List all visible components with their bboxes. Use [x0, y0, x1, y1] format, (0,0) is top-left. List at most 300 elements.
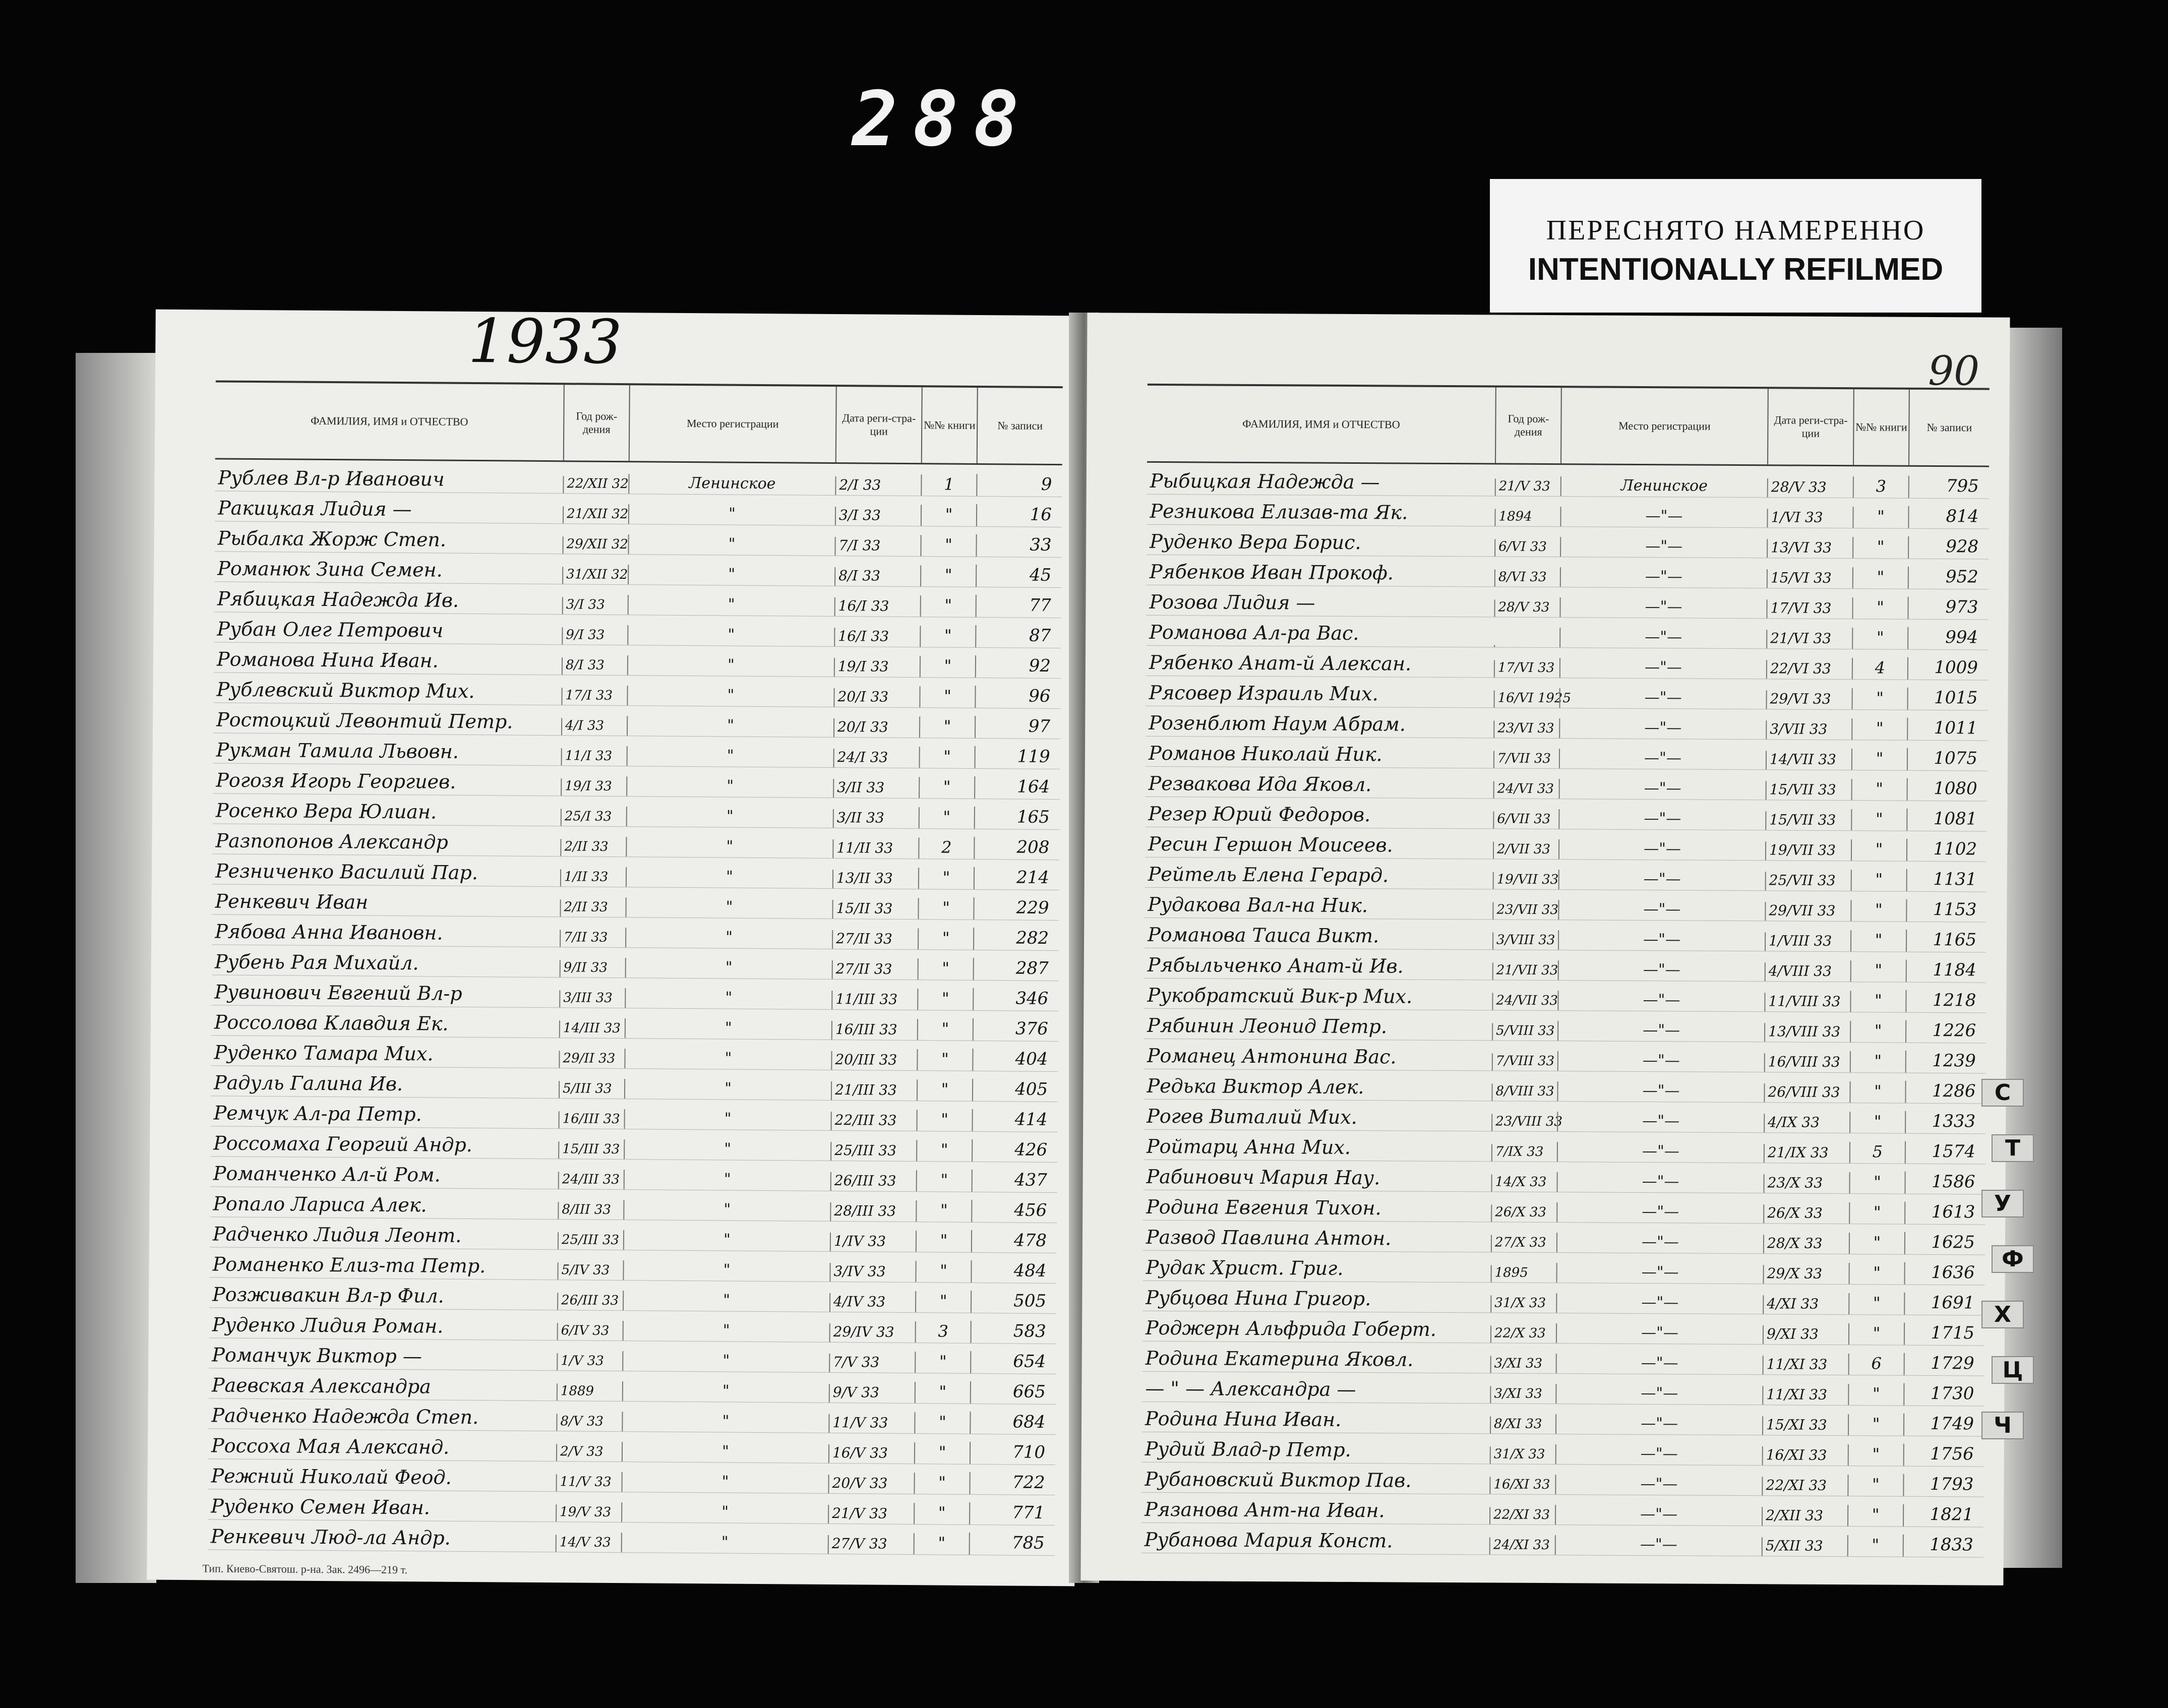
cell-place: "	[626, 867, 832, 888]
cell-book-no: "	[916, 1231, 971, 1252]
cell-record-no: 165	[974, 807, 1060, 829]
cell-birth-year: 8/III 33	[558, 1202, 623, 1219]
cell-birth-year: 22/XI 33	[1489, 1507, 1555, 1524]
cell-record-no: 994	[1907, 627, 1988, 650]
cell-book-no: 4	[1852, 658, 1907, 680]
cell-book-no: "	[914, 1412, 970, 1434]
cell-record-no: 1184	[1906, 960, 1986, 983]
cell-name: Рудак Христ. Григ.	[1146, 1256, 1344, 1279]
table-row	[1142, 1372, 1984, 1407]
cell-book-no: "	[1851, 688, 1907, 710]
cell-birth-year: 8/VIII 33	[1491, 1083, 1557, 1101]
cell-name: Ропало Лариса Алек.	[213, 1192, 427, 1216]
cell-place: —"—	[1555, 1535, 1762, 1556]
table-row	[1142, 1402, 1984, 1437]
cell-birth-year: 31/XII 32	[562, 567, 628, 584]
page-folio: 90	[1928, 347, 1980, 395]
book-edge-left	[76, 353, 156, 1583]
cell-record-no: 1286	[1905, 1081, 1985, 1104]
cell-place: —"—	[1557, 991, 1764, 1011]
cell-book-no: "	[919, 716, 975, 738]
cell-birth-year: 9/II 33	[560, 960, 625, 978]
cell-record-no: 952	[1908, 567, 1989, 589]
cell-reg-date: 1/IV 33	[830, 1233, 916, 1252]
cell-name: Россомаха Георгий Андр.	[213, 1132, 473, 1156]
cell-name: Рясовер Израиль Мих.	[1149, 681, 1378, 705]
cell-place: "	[624, 1139, 830, 1161]
cell-reg-date: 15/VII 33	[1766, 781, 1851, 800]
cell-place: "	[625, 1018, 831, 1040]
cell-book-no: "	[919, 686, 975, 708]
cell-book-no: "	[917, 989, 973, 1010]
cell-place: "	[626, 807, 833, 828]
cell-place: —"—	[1555, 1505, 1762, 1526]
cell-name: Рыбалка Жорж Степ.	[217, 527, 447, 551]
cell-record-no: 404	[972, 1049, 1058, 1071]
cell-place: "	[624, 1049, 831, 1070]
cell-record-no: 722	[969, 1472, 1055, 1495]
cell-record-no: 1080	[1907, 778, 1988, 801]
cell-book-no: "	[1848, 1414, 1903, 1436]
cell-name: Рогозя Игорь Георгиев.	[216, 769, 456, 793]
cell-reg-date: 4/XI 33	[1763, 1295, 1848, 1314]
cell-record-no: 164	[974, 776, 1060, 799]
cell-reg-date: 3/VII 33	[1766, 720, 1851, 740]
cell-birth-year: 1894	[1494, 509, 1560, 526]
cell-place: "	[622, 1351, 829, 1372]
table-row	[1141, 1523, 1983, 1558]
cell-book-no: "	[915, 1261, 971, 1283]
cell-reg-date: 29/IV 33	[829, 1323, 915, 1343]
cell-book-no: "	[1852, 628, 1907, 649]
cell-record-no: 1749	[1903, 1414, 1984, 1436]
cell-book-no: "	[1848, 1323, 1904, 1345]
table-row	[1145, 918, 1986, 953]
cell-place: —"—	[1555, 1444, 1762, 1465]
cell-record-no: 484	[971, 1260, 1056, 1283]
cell-record-no: 785	[969, 1533, 1055, 1555]
cell-record-no: 376	[973, 1018, 1058, 1041]
cell-book-no: 2	[918, 837, 974, 859]
cell-name: Рудакова Вал-на Ник.	[1148, 893, 1368, 917]
cell-name: Романчук Виктор —	[212, 1344, 422, 1368]
cell-place: —"—	[1558, 870, 1765, 890]
cell-record-no: 426	[972, 1139, 1057, 1162]
cell-book-no: "	[914, 1503, 969, 1524]
cell-place: —"—	[1558, 900, 1765, 921]
cell-place: Ленинское	[628, 474, 835, 495]
cell-reg-date: 24/I 33	[833, 749, 919, 768]
cell-book-no: "	[917, 1049, 972, 1071]
cell-reg-date: 29/VII 33	[1765, 902, 1850, 921]
cell-name: Романюк Зина Семен.	[217, 557, 443, 581]
cell-place: —"—	[1560, 537, 1767, 558]
cell-birth-year: 26/III 33	[557, 1293, 623, 1310]
cell-book-no: "	[1851, 718, 1907, 740]
cell-name: Рубан Олег Петрович	[217, 618, 444, 642]
cell-reg-date: 3/I 33	[835, 507, 921, 526]
cell-name: Розова Лидия —	[1149, 590, 1315, 614]
cell-record-no: 795	[1908, 476, 1989, 499]
cell-name: Розенблют Наум Абрам.	[1149, 711, 1406, 736]
table-row	[1146, 737, 1988, 771]
cell-birth-year: 3/III 33	[559, 990, 625, 1008]
cell-birth-year: 1895	[1491, 1265, 1556, 1283]
cell-book-no: "	[1850, 1021, 1905, 1043]
header-reg-date: Дата реги-стра-ции	[1767, 389, 1853, 465]
table-row	[1143, 1130, 1985, 1165]
cell-place: "	[627, 625, 834, 646]
cell-name: Ренкевич Иван	[215, 890, 369, 913]
cell-book-no: "	[921, 505, 976, 526]
table-row	[208, 1519, 1055, 1556]
cell-name: — " — Александра —	[1145, 1377, 1356, 1401]
cell-record-no: 1756	[1903, 1444, 1984, 1467]
cell-birth-year: 24/XI 33	[1489, 1537, 1555, 1555]
cell-book-no: "	[916, 1200, 971, 1222]
cell-record-no: 33	[976, 534, 1061, 557]
cell-reg-date: 22/III 33	[830, 1112, 916, 1131]
cell-name: Россолова Клавдия Ек.	[214, 1011, 449, 1035]
cell-record-no: 1153	[1906, 899, 1986, 922]
cell-record-no: 814	[1908, 506, 1989, 529]
table-row	[1146, 706, 1988, 741]
table-row	[1146, 676, 1988, 711]
cell-record-no: 87	[975, 625, 1061, 648]
cell-name: Росенко Вера Юлиан.	[215, 799, 437, 823]
cell-record-no: 97	[975, 716, 1060, 739]
cell-record-no: 771	[969, 1502, 1055, 1525]
cell-reg-date: 11/II 33	[832, 839, 918, 859]
cell-place: —"—	[1556, 1323, 1763, 1344]
cell-place: "	[628, 504, 835, 525]
cell-reg-date: 29/X 33	[1763, 1265, 1849, 1284]
cell-place: "	[623, 1260, 829, 1282]
cell-reg-date: 29/VI 33	[1766, 690, 1851, 709]
table-row	[1145, 948, 1986, 983]
cell-name: Рабинович Мария Нау.	[1146, 1165, 1380, 1189]
cell-reg-date: 25/III 33	[830, 1142, 916, 1161]
cell-reg-date: 4/IX 33	[1764, 1114, 1849, 1133]
cell-place: —"—	[1558, 809, 1765, 830]
cell-place: "	[621, 1472, 828, 1493]
cell-birth-year: 15/III 33	[558, 1141, 624, 1159]
cell-birth-year: 31/X 33	[1490, 1295, 1556, 1313]
cell-name: Рябенков Иван Прокоф.	[1149, 560, 1394, 584]
cell-book-no: "	[1849, 1112, 1905, 1133]
cell-birth-year: 6/IV 33	[557, 1323, 623, 1340]
header-place: Место регистрации	[629, 385, 836, 462]
cell-birth-year: 3/VIII 33	[1492, 932, 1558, 950]
cell-reg-date: 15/VII 33	[1765, 811, 1851, 830]
cell-reg-date: 5/XII 33	[1762, 1537, 1847, 1556]
cell-reg-date: 17/VI 33	[1766, 599, 1852, 619]
cell-place: —"—	[1557, 1142, 1764, 1163]
cell-record-no: 1131	[1906, 869, 1987, 892]
cell-place: "	[623, 1291, 829, 1312]
cell-book-no: "	[1848, 1444, 1903, 1466]
cell-birth-year: 11/I 33	[561, 748, 627, 766]
cell-reg-date: 20/V 33	[828, 1475, 914, 1494]
cell-name: Россоха Мая Александ.	[211, 1434, 450, 1458]
cell-birth-year: 24/VII 33	[1492, 993, 1557, 1010]
cell-record-no: 583	[971, 1321, 1056, 1344]
cell-name: Руденко Вера Борис.	[1150, 530, 1361, 554]
table-row	[1145, 858, 1987, 892]
cell-place: "	[625, 958, 832, 979]
index-tab[interactable]: У	[1981, 1190, 2024, 1217]
cell-name: Руденко Семен Иван.	[211, 1495, 430, 1519]
cell-book-no: "	[919, 807, 974, 829]
cell-place: "	[628, 534, 834, 556]
cell-book-no: "	[1851, 809, 1906, 831]
cell-record-no: 119	[975, 746, 1060, 769]
cell-birth-year: 2/VII 33	[1493, 841, 1558, 859]
cell-reg-date: 16/I 33	[834, 597, 920, 617]
cell-record-no: 1011	[1907, 718, 1988, 741]
table-row	[1146, 767, 1988, 802]
cell-place: —"—	[1556, 1202, 1763, 1223]
table-row	[1143, 1190, 1985, 1225]
table-row	[1146, 616, 1988, 650]
cell-reg-date: 25/VII 33	[1765, 872, 1851, 891]
cell-book-no: "	[1850, 1051, 1905, 1073]
cell-name: Рубанова Мария Конст.	[1144, 1528, 1393, 1552]
index-tab[interactable]: Х	[1981, 1301, 2024, 1328]
cell-birth-year: 8/XI 33	[1490, 1416, 1555, 1434]
cell-reg-date: 2/I 33	[835, 476, 921, 496]
cell-record-no: 9	[976, 474, 1062, 497]
refilmed-notice-ru: ПЕРЕСНЯТО НАМЕРЕННО	[1546, 215, 1925, 246]
cell-book-no: "	[1850, 991, 1905, 1012]
cell-name: Ренкевич Люд-ла Андр.	[210, 1525, 451, 1549]
cell-birth-year: 22/XII 32	[563, 476, 628, 494]
index-tab[interactable]: Ф	[1992, 1245, 2034, 1273]
cell-reg-date: 15/XI 33	[1762, 1416, 1848, 1435]
table-row	[1146, 646, 1988, 681]
cell-record-no: 208	[974, 837, 1059, 860]
cell-book-no: "	[1851, 749, 1907, 770]
cell-place: —"—	[1560, 567, 1767, 588]
cell-place: "	[623, 1321, 829, 1342]
cell-book-no: "	[1849, 1263, 1904, 1285]
index-tab[interactable]: Ц	[1992, 1356, 2034, 1384]
cell-book-no: "	[914, 1473, 969, 1494]
cell-name: Рябыльченко Анат-й Ив.	[1147, 953, 1404, 978]
cell-book-no: "	[1849, 1233, 1904, 1254]
cell-reg-date: 28/V 33	[1767, 478, 1853, 498]
table-row	[1141, 1493, 1983, 1528]
register-rows	[1141, 464, 1989, 1558]
cell-birth-year: 26/X 33	[1491, 1204, 1556, 1222]
cell-book-no: "	[920, 656, 975, 678]
cell-book-no: "	[914, 1533, 969, 1555]
cell-birth-year: 14/X 33	[1491, 1174, 1556, 1192]
index-tab[interactable]: Т	[1992, 1134, 2034, 1162]
cell-record-no: 1239	[1905, 1051, 1986, 1073]
cell-birth-year: 8/VI 33	[1494, 569, 1560, 587]
cell-reg-date: 1/VI 33	[1767, 509, 1852, 528]
cell-place: "	[626, 776, 833, 798]
cell-reg-date: 13/VI 33	[1767, 539, 1852, 558]
cell-place: —"—	[1556, 1263, 1763, 1284]
cell-reg-date: 22/XI 33	[1762, 1477, 1847, 1496]
cell-birth-year: 14/V 33	[556, 1535, 621, 1552]
cell-place: —"—	[1558, 930, 1765, 951]
cell-birth-year: 4/I 33	[561, 718, 627, 736]
table-row	[1147, 525, 1989, 560]
cell-record-no: 1574	[1905, 1141, 1985, 1164]
cell-name: Романов Николай Ник.	[1148, 742, 1382, 766]
table-row	[1145, 797, 1987, 832]
cell-book-no: "	[920, 535, 976, 557]
cell-reg-date: 26/VIII 33	[1764, 1083, 1849, 1103]
cell-place: —"—	[1559, 597, 1766, 618]
cell-book-no: "	[1849, 1081, 1905, 1103]
cell-record-no: 282	[973, 928, 1059, 950]
cell-book-no: 1	[921, 474, 976, 496]
cell-place: —"—	[1558, 839, 1765, 860]
cell-name: Руденко Лидия Роман.	[212, 1313, 444, 1337]
cell-name: Ройтарц Анна Мих.	[1146, 1135, 1351, 1158]
cell-reg-date: 26/X 33	[1763, 1204, 1849, 1224]
cell-birth-year: 2/II 33	[560, 839, 626, 857]
cell-book-no: "	[915, 1352, 970, 1373]
cell-reg-date: 27/II 33	[832, 960, 918, 980]
cell-record-no: 1691	[1904, 1293, 1984, 1315]
cell-birth-year: 2/V 33	[556, 1444, 622, 1461]
cell-birth-year: 19/I 33	[561, 778, 626, 796]
cell-record-no: 505	[971, 1291, 1056, 1313]
header-name: ФАМИЛИЯ, ИМЯ и ОТЧЕСТВО	[310, 414, 468, 428]
cell-birth-year: 22/X 33	[1490, 1325, 1556, 1343]
cell-book-no: "	[916, 1170, 972, 1192]
header-reg-date: Дата реги-стра-ции	[835, 387, 922, 463]
cell-record-no: 456	[971, 1200, 1057, 1223]
cell-birth-year: 16/VI 1925	[1494, 690, 1559, 708]
cell-name: Рублев Вл-р Иванович	[218, 466, 445, 491]
cell-name: Рябенко Анат-й Алексан.	[1149, 651, 1412, 675]
cell-place: "	[627, 746, 833, 767]
table-row	[1147, 555, 1989, 590]
refilmed-notice-en: INTENTIONALLY REFILMED	[1528, 252, 1944, 287]
cell-birth-year: 16/XI 33	[1489, 1477, 1555, 1494]
cell-place: Ленинское	[1560, 476, 1767, 497]
cell-birth-year: 8/I 33	[562, 657, 627, 675]
cell-book-no: "	[919, 777, 974, 799]
cell-name: Рублевский Виктор Мих.	[216, 678, 475, 703]
cell-record-no: 1015	[1907, 688, 1988, 710]
cell-record-no: 287	[973, 958, 1059, 981]
cell-place: "	[623, 1230, 830, 1251]
cell-birth-year: 3/I 33	[562, 597, 628, 615]
cell-name: Розживакин Вл-р Фил.	[212, 1283, 444, 1307]
cell-name: Рубень Рая Михайл.	[214, 950, 419, 974]
cell-name: Романова Нина Иван.	[216, 648, 439, 672]
cell-reg-date: 23/X 33	[1763, 1174, 1849, 1193]
cell-book-no: "	[1852, 537, 1908, 559]
cell-book-no: "	[916, 1140, 972, 1162]
cell-reg-date: 13/II 33	[832, 870, 918, 889]
cell-book-no: "	[1851, 839, 1906, 861]
cell-book-no: "	[917, 1019, 973, 1041]
cell-place: —"—	[1559, 628, 1766, 648]
cell-record-no: 1226	[1905, 1020, 1986, 1043]
header-book-no: №№ книги	[1853, 389, 1909, 465]
header-birth-year: Год рож-дения	[1495, 387, 1561, 463]
cell-name: Режний Николай Феод.	[211, 1465, 452, 1489]
cell-reg-date: 21/IX 33	[1764, 1144, 1849, 1163]
cell-name: Рейтель Елена Герард.	[1148, 863, 1389, 887]
cell-birth-year: 2/II 33	[560, 899, 625, 917]
cell-record-no: 1729	[1904, 1353, 1984, 1376]
cell-birth-year: 21/XII 32	[563, 506, 628, 524]
cell-birth-year: 17/I 33	[561, 688, 627, 705]
index-tab[interactable]: Ч	[1981, 1412, 2024, 1439]
cell-name: Радченко Лидия Леонт.	[212, 1223, 462, 1247]
cell-birth-year: 1/V 33	[557, 1353, 622, 1371]
cell-birth-year: 21/VII 33	[1492, 962, 1558, 980]
cell-record-no: 1793	[1903, 1474, 1983, 1497]
cell-book-no: "	[1852, 597, 1907, 619]
table-row	[1144, 979, 1986, 1013]
cell-reg-date: 16/V 33	[828, 1444, 914, 1463]
cell-name: Родина Евгения Тихон.	[1146, 1195, 1381, 1219]
cell-record-no: 1715	[1904, 1323, 1984, 1346]
cell-reg-date: 20/I 33	[833, 718, 919, 738]
cell-record-no: 229	[973, 897, 1059, 920]
cell-reg-date: 13/VIII 33	[1764, 1023, 1850, 1042]
cell-name: Руденко Тамара Мих.	[214, 1041, 434, 1065]
cell-reg-date: 16/III 33	[831, 1021, 917, 1040]
index-tab[interactable]: С	[1981, 1079, 2024, 1107]
cell-reg-date: 28/X 33	[1763, 1235, 1849, 1254]
register-page-left	[147, 306, 1083, 1587]
cell-birth-year: 21/V 33	[1495, 478, 1560, 496]
cell-place: "	[624, 1109, 830, 1130]
cell-name: Родина Нина Иван.	[1145, 1407, 1342, 1431]
cell-record-no: 684	[970, 1412, 1055, 1434]
register-rows	[208, 461, 1062, 1556]
cell-birth-year: 25/III 33	[558, 1232, 623, 1250]
cell-record-no: 1165	[1906, 930, 1986, 952]
cell-record-no: 346	[973, 988, 1058, 1011]
cell-record-no: 214	[974, 867, 1059, 890]
cell-birth-year: 3/XI 33	[1490, 1386, 1555, 1404]
cell-book-no: "	[1848, 1384, 1903, 1406]
cell-record-no: 1821	[1903, 1504, 1983, 1527]
cell-birth-year: 8/V 33	[556, 1414, 622, 1431]
table-row	[1147, 495, 1989, 529]
cell-birth-year: 7/IX 33	[1491, 1144, 1557, 1162]
page-year: 1933	[467, 306, 623, 378]
cell-book-no: "	[914, 1442, 970, 1464]
cell-reg-date: 14/VII 33	[1766, 751, 1851, 770]
cell-place: —"—	[1559, 779, 1766, 800]
table-row	[1143, 1251, 1985, 1286]
cell-reg-date: 28/III 33	[830, 1202, 916, 1222]
cell-place: —"—	[1559, 749, 1766, 769]
cell-birth-year: 17/VI 33	[1494, 660, 1559, 678]
cell-record-no: 1218	[1905, 990, 1986, 1013]
cell-birth-year: 31/X 33	[1490, 1446, 1555, 1464]
cell-place: "	[624, 1170, 830, 1191]
cell-birth-year: 23/VII 33	[1492, 902, 1558, 920]
cell-reg-date: 11/XI 33	[1762, 1386, 1848, 1405]
cell-birth-year: 9/I 33	[562, 627, 627, 645]
table-row	[1142, 1281, 1984, 1316]
cell-name: Романенко Елиз-та Петр.	[212, 1253, 486, 1277]
